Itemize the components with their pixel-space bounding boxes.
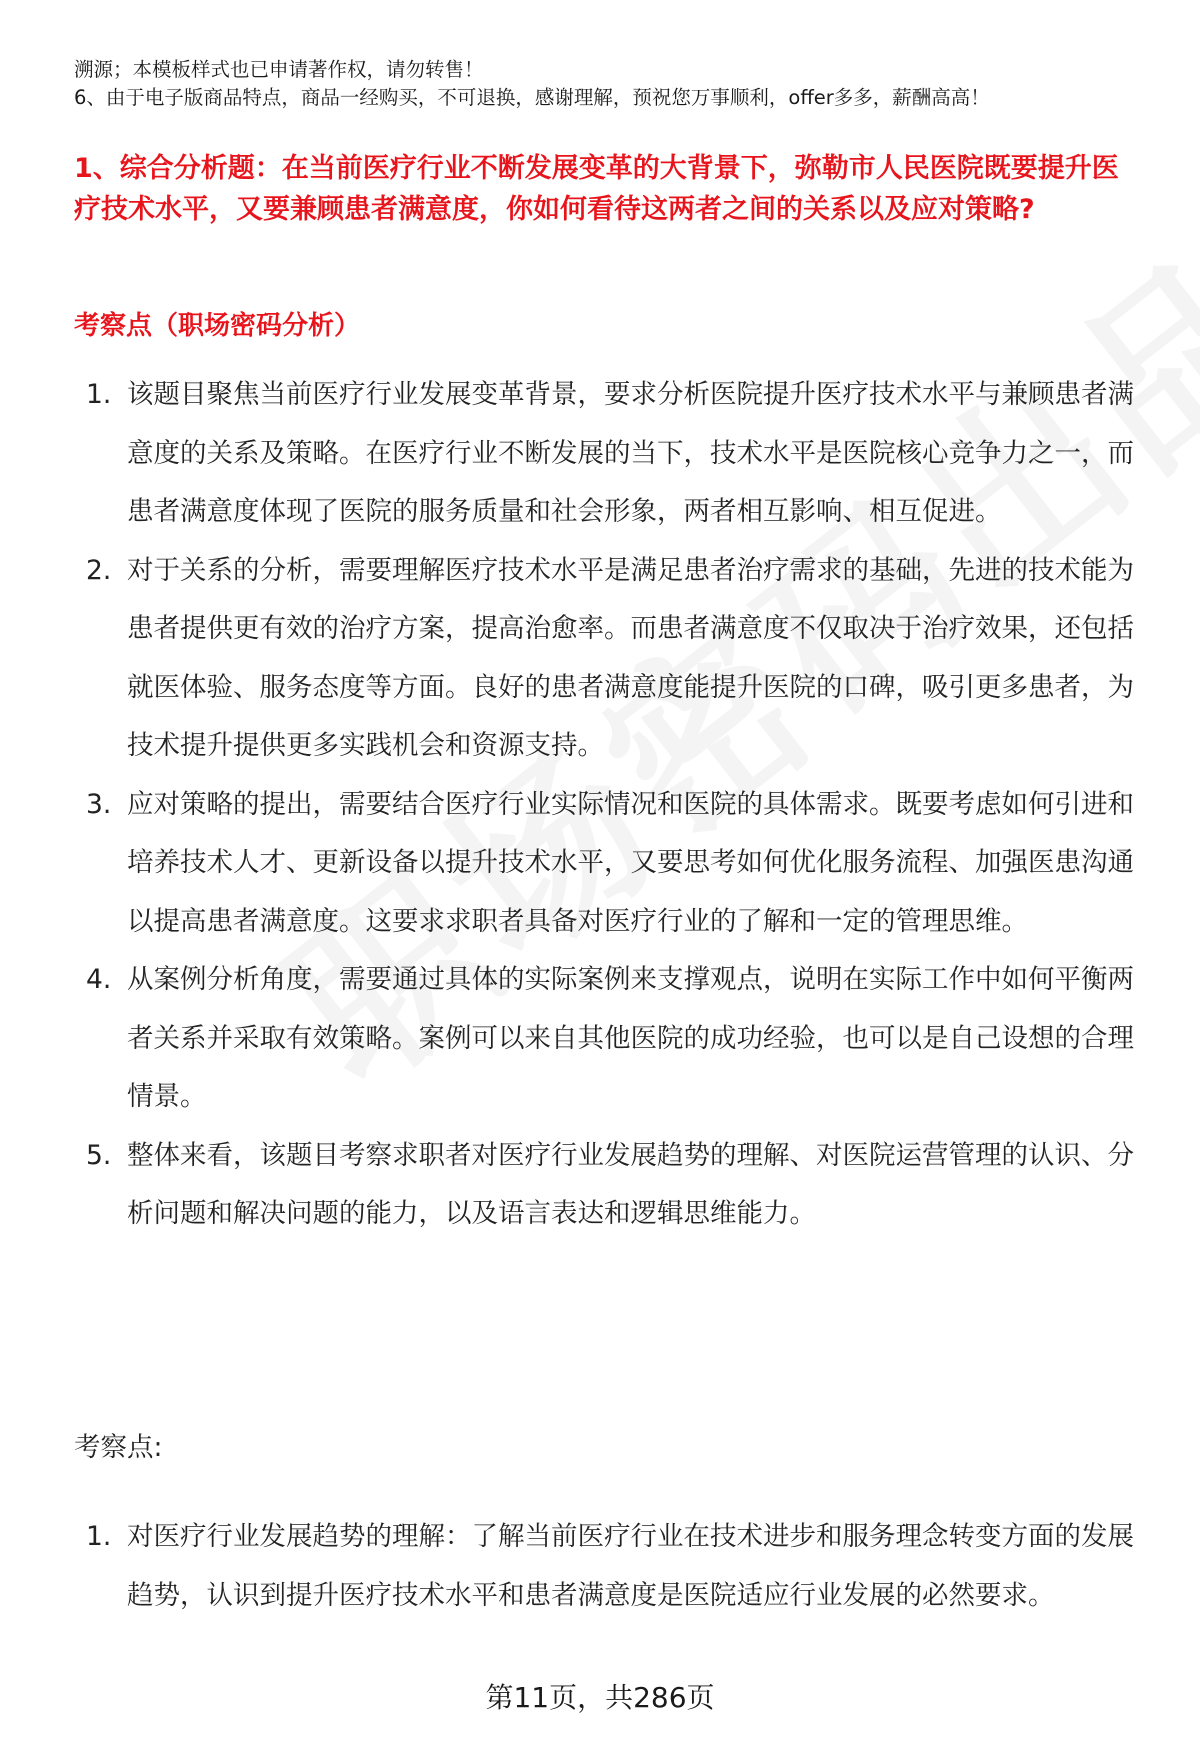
list-item: [74, 776, 1144, 952]
list-item: [74, 1508, 1144, 1625]
list-item-text: 对医疗行业发展趋势的理解：了解当前医疗行业在技术进步和服务理念转变方面的发展趋势，认识到提升医疗技术水平和患者满意度是医院适应行业发展的必然要求。: [127, 1521, 1134, 1611]
notice-line-1: 溯源；本模板样式也已申请著作权，请勿转售！: [74, 58, 484, 81]
list-item-number: 1.: [86, 1521, 112, 1552]
list-item-text: 该题目聚焦当前医疗行业发展变革背景，要求分析医院提升医疗技术水平与兼顾患者满意度的关系及策略。在医疗行业不断发展的当下，技术水平是医院核心竞争力之一，而患者满意度体现了医院的服务质量和社会形象，两者相互影响、相互促进。: [127, 379, 1134, 527]
notice-line-2: 6、由于电子版商品特点，商品一经购买，不可退换，感谢理解，预祝您万事顺利，offer多多，薪酬高高！: [74, 86, 990, 109]
list-item: [74, 951, 1144, 1127]
list-item-number: 5.: [86, 1139, 112, 1171]
list-item-text: 对于关系的分析，需要理解医疗技术水平是满足患者治疗需求的基础，先进的技术能为患者提供更有效的治疗方案，提高治愈率。而患者满意度不仅取决于治疗效果，还包括就医体验、服务态度等方面。良好的患者满意度能提升医院的口碑，吸引更多患者，为技术提升提供更多实践机会和资源支持。: [127, 554, 1134, 761]
list-item-text: 应对策略的提出，需要结合医疗行业实际情况和医院的具体需求。既要考虑如何引进和培养技术人才、更新设备以提升技术水平，又要思考如何优化服务流程、加强医患沟通以提高患者满意度。这要求求职者具备对医疗行业的了解和一定的管理思维。: [127, 788, 1134, 937]
analysis-list: [74, 366, 1144, 1244]
section-title: 考察点（职场密码分析）: [74, 311, 361, 341]
list-item-number: 1.: [86, 379, 112, 410]
list-item-text: 整体来看，该题目考察求职者对医疗行业发展趋势的理解、对医院运营管理的认识、分析问题和解决问题的能力，以及语言表达和逻辑思维能力。: [127, 1139, 1134, 1229]
points-heading: 考察点:: [74, 1432, 163, 1463]
list-item: [74, 542, 1144, 776]
list-item: [74, 1127, 1144, 1244]
list-item-number: 2.: [86, 554, 112, 586]
list-item-number: 4.: [86, 964, 112, 995]
list-item-text: 从案例分析角度，需要通过具体的实际案例来支撑观点，说明在实际工作中如何平衡两者关系并采取有效策略。案例可以来自其他医院的成功经验，也可以是自己设想的合理情景。: [127, 964, 1134, 1112]
page-footer: 第11页，共286页: [485, 1681, 715, 1714]
list-item-number: 3.: [86, 788, 112, 820]
list-item: [74, 366, 1144, 542]
question-heading: 1、综合分析题：在当前医疗行业不断发展变革的大背景下，弥勒市人民医院既要提升医疗技术水平，又要兼顾患者满意度，你如何看待这两者之间的关系以及应对策略?: [74, 153, 1119, 225]
points-list: [74, 1508, 1144, 1625]
